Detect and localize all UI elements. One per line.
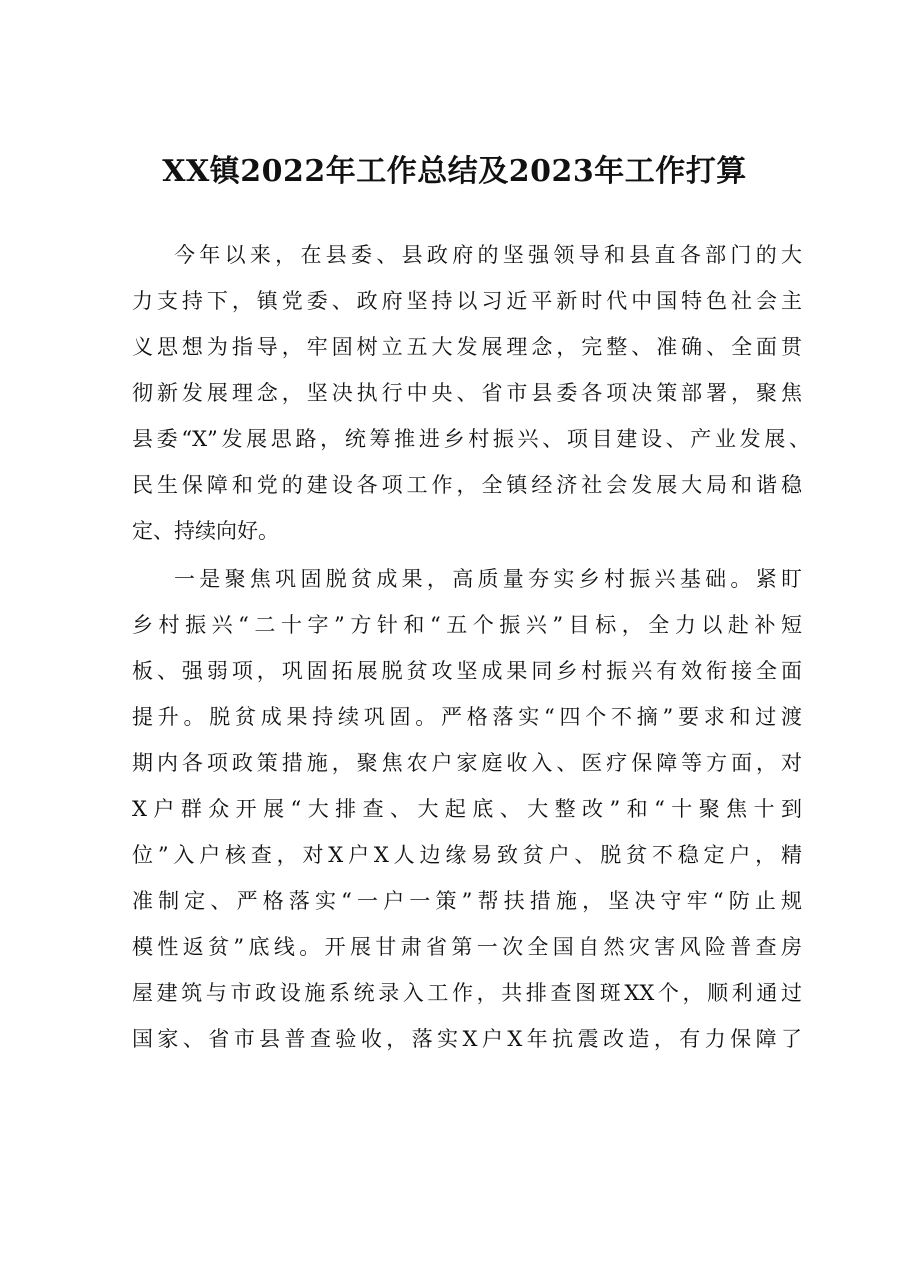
paragraph-intro xyxy=(132,232,810,554)
text-line: 屋建筑与市政设施系统录入工作，共排查图斑XX个，顺利通过 xyxy=(132,981,802,1005)
text-line: 国家、省市县普查验收，落实X户X年抗震改造，有力保障了 xyxy=(132,1027,802,1051)
document-body xyxy=(132,232,810,1062)
paragraph-poverty-alleviation xyxy=(132,556,802,1062)
text-line: 准制定、严格落实“一户一策”帮扶措施，坚决守牢“防止规 xyxy=(132,889,802,913)
text-line: 提升。脱贫成果持续巩固。严格落实“四个不摘”要求和过渡 xyxy=(132,705,802,729)
text-line: 模性返贫”底线。开展甘肃省第一次全国自然灾害风险普查房 xyxy=(132,935,802,959)
document-title: XX镇2022年工作总结及2023年工作打算 xyxy=(162,154,747,189)
text-line: 板、强弱项，巩固拓展脱贫攻坚成果同乡村振兴有效衔接全面 xyxy=(132,659,802,683)
text-line: 义思想为指导，牢固树立五大发展理念，完整、准确、全面贯 xyxy=(132,335,802,359)
text-line: 乡村振兴“二十字”方针和“五个振兴”目标，全力以赴补短 xyxy=(132,613,802,637)
text-line: 定、持续向好。 xyxy=(132,519,279,543)
text-line: 今年以来，在县委、县政府的坚强领导和县直各部门的大 xyxy=(174,243,802,267)
text-line: 县委“X”发展思路，统筹推进乡村振兴、项目建设、产业发展、 xyxy=(132,427,810,451)
text-line: 力支持下，镇党委、政府坚持以习近平新时代中国特色社会主 xyxy=(132,289,802,313)
text-line: 一是聚焦巩固脱贫成果，高质量夯实乡村振兴基础。紧盯 xyxy=(174,567,802,591)
text-line: X户群众开展“大排查、大起底、大整改”和“十聚焦十到 xyxy=(132,797,802,821)
text-line: 彻新发展理念，坚决执行中央、省市县委各项决策部署，聚焦 xyxy=(132,381,802,405)
text-line: 期内各项政策措施，聚焦农户家庭收入、医疗保障等方面，对 xyxy=(132,751,802,775)
text-line: 位”入户核查，对X户X人边缘易致贫户、脱贫不稳定户，精 xyxy=(132,843,802,867)
text-line: 民生保障和党的建设各项工作，全镇经济社会发展大局和谐稳 xyxy=(132,473,802,497)
